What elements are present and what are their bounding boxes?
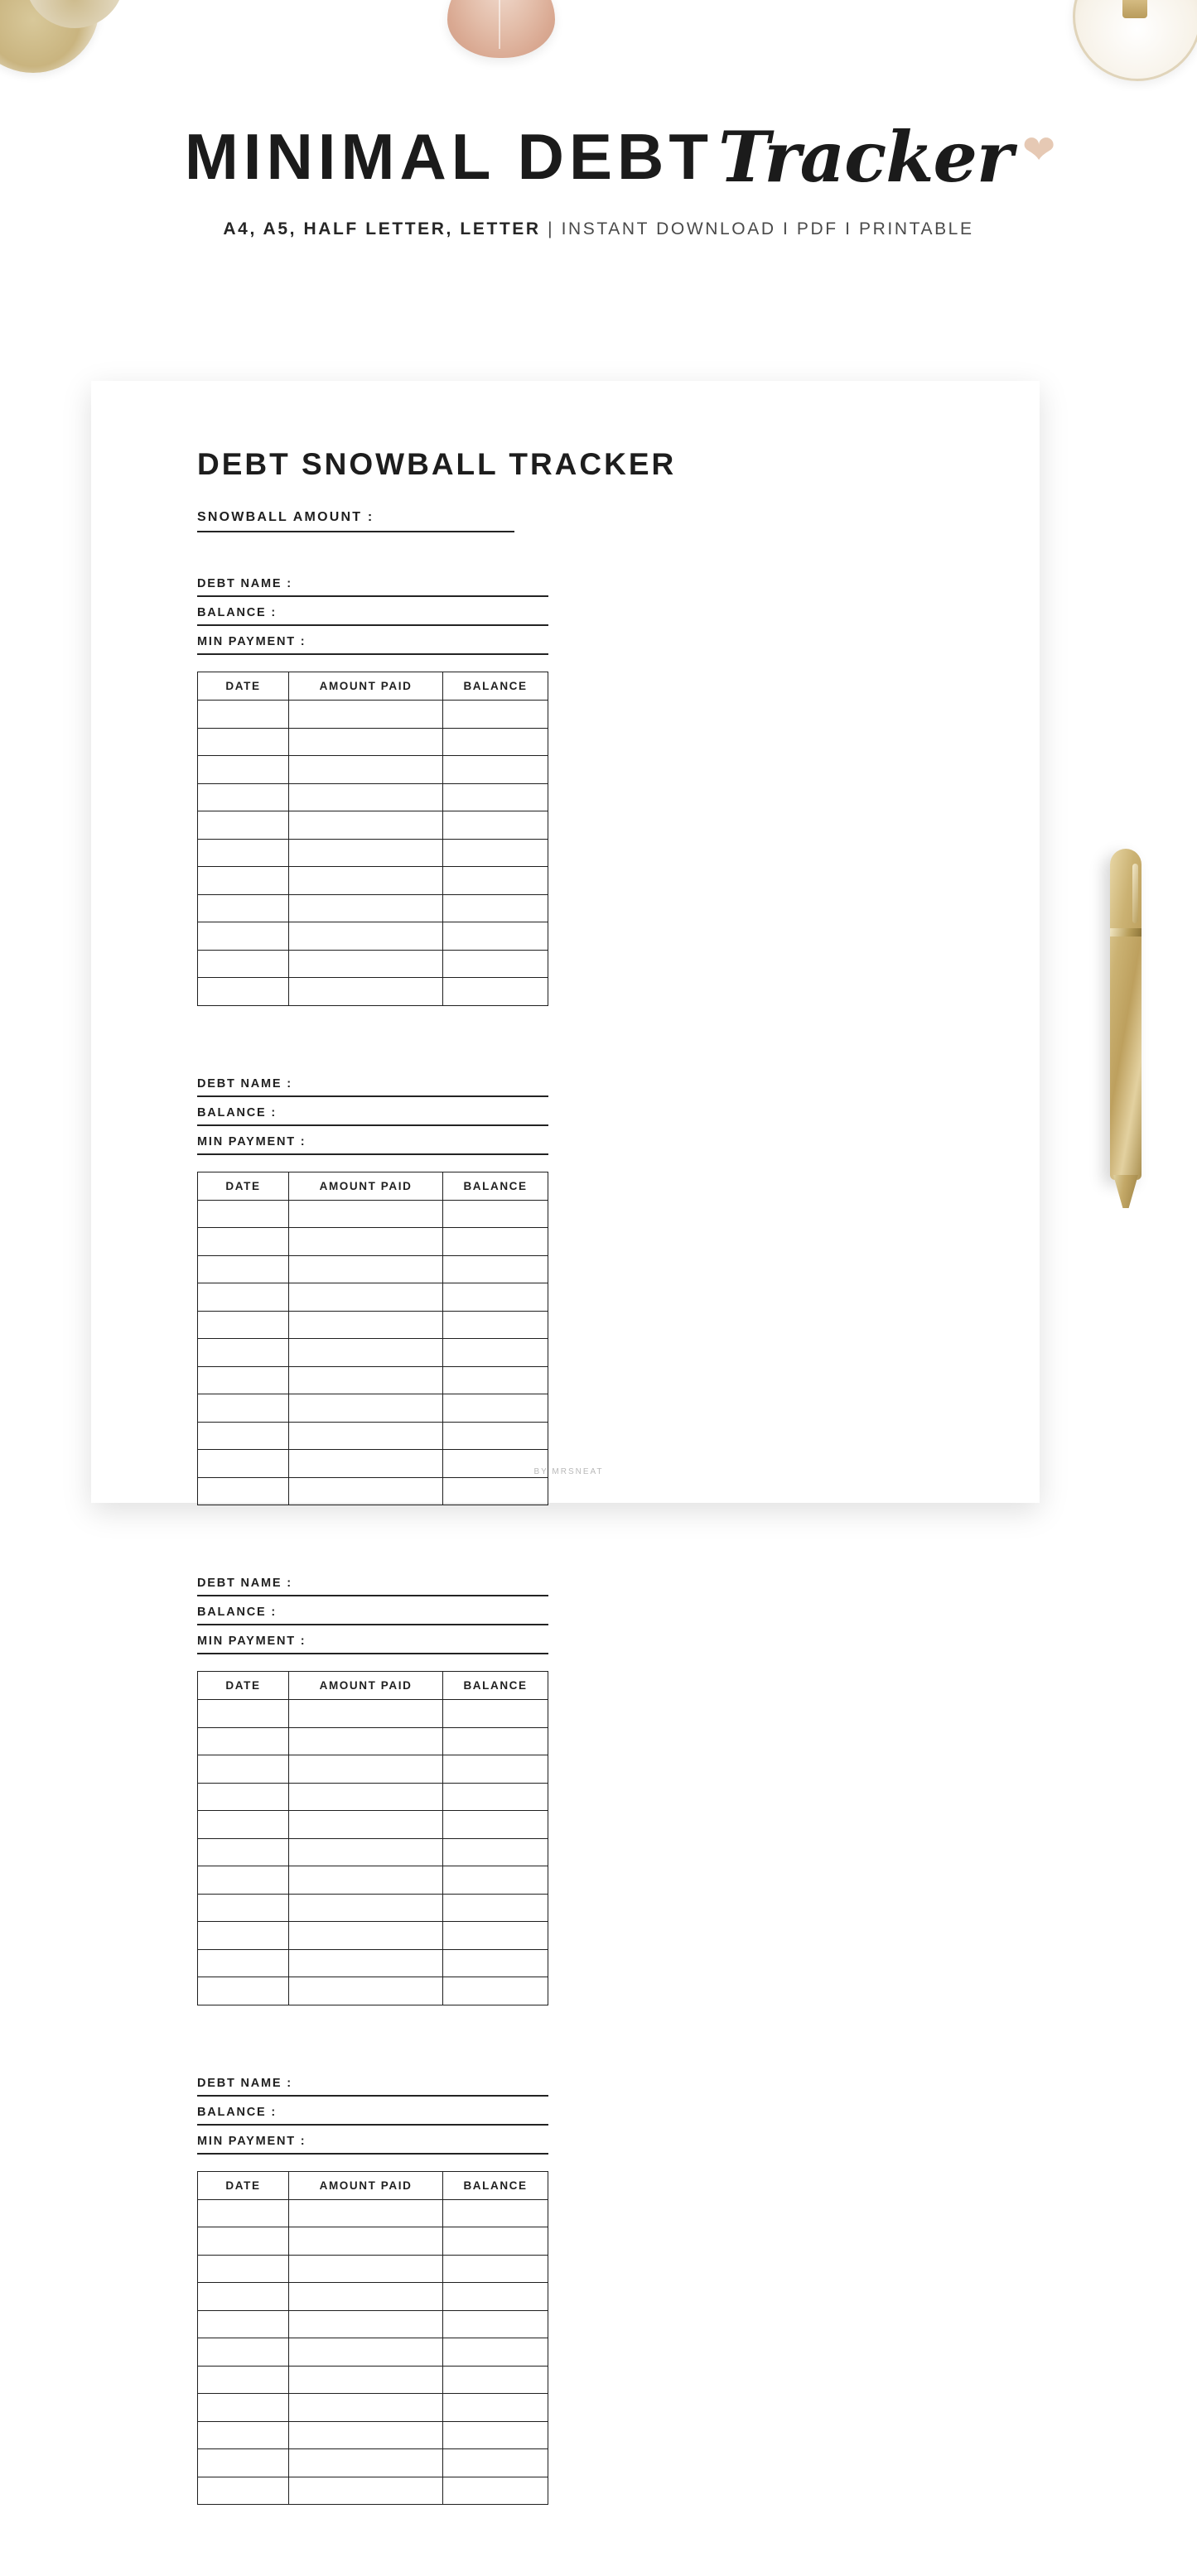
table-cell[interactable] xyxy=(443,867,548,895)
table-row xyxy=(198,978,548,1006)
table-row xyxy=(198,1866,548,1895)
page-subtitle xyxy=(0,219,1197,239)
table-cell[interactable] xyxy=(443,894,548,922)
table-cell[interactable] xyxy=(288,2338,442,2367)
debt-min-payment-label: MIN PAYMENT : xyxy=(197,635,306,648)
table-cell[interactable] xyxy=(288,756,442,784)
table-row xyxy=(198,1700,548,1728)
debt-balance-field[interactable] xyxy=(197,1606,548,1625)
subtitle-formats: A4, A5, HALF LETTER, LETTER xyxy=(223,219,541,238)
table-row xyxy=(198,1922,548,1950)
column-header-balance: BALANCE xyxy=(443,2171,548,2199)
table-cell[interactable] xyxy=(288,1755,442,1784)
table-cell[interactable] xyxy=(443,728,548,756)
table-cell[interactable] xyxy=(198,2310,289,2338)
pen-tip xyxy=(1113,1175,1138,1208)
debt-balance-label: BALANCE : xyxy=(197,606,277,619)
table-cell[interactable] xyxy=(198,2227,289,2256)
column-header-balance: BALANCE xyxy=(443,1172,548,1200)
table-cell[interactable] xyxy=(198,950,289,978)
table-cell[interactable] xyxy=(443,2255,548,2283)
table-cell[interactable] xyxy=(198,2477,289,2505)
page-title-block xyxy=(0,116,1197,239)
debt-min-payment-field[interactable] xyxy=(197,1135,548,1155)
table-cell[interactable] xyxy=(443,1339,548,1367)
table-cell[interactable] xyxy=(288,839,442,867)
table-cell[interactable] xyxy=(443,1866,548,1895)
table-cell[interactable] xyxy=(288,1477,442,1505)
table-cell[interactable] xyxy=(443,2199,548,2227)
debt-blocks-grid xyxy=(197,577,940,2576)
table-cell[interactable] xyxy=(198,1283,289,1312)
debt-block xyxy=(197,577,548,1006)
table-cell[interactable] xyxy=(198,894,289,922)
table-cell[interactable] xyxy=(288,783,442,811)
table-row xyxy=(198,2394,548,2422)
table-cell[interactable] xyxy=(198,2394,289,2422)
table-cell[interactable] xyxy=(443,2477,548,2505)
table-body xyxy=(198,1200,548,1505)
table-cell[interactable] xyxy=(198,1811,289,1839)
table-cell[interactable] xyxy=(288,2449,442,2477)
table-row xyxy=(198,839,548,867)
table-row xyxy=(198,1783,548,1811)
debt-min-payment-label: MIN PAYMENT : xyxy=(197,1134,306,1148)
table-cell[interactable] xyxy=(198,1894,289,1922)
snowball-amount-field[interactable] xyxy=(197,510,514,532)
table-row xyxy=(198,701,548,729)
table-cell[interactable] xyxy=(288,1283,442,1312)
debt-balance-field[interactable] xyxy=(197,1106,548,1126)
table-cell[interactable] xyxy=(443,1255,548,1283)
table-cell[interactable] xyxy=(198,1228,289,1256)
table-row xyxy=(198,2199,548,2227)
debt-min-payment-field[interactable] xyxy=(197,1635,548,1654)
table-row xyxy=(198,1755,548,1784)
table-row xyxy=(198,2449,548,2477)
table-header-row xyxy=(198,1172,548,1200)
table-cell[interactable] xyxy=(198,1700,289,1728)
sheet-footer-credit: BY MRSNEAT xyxy=(533,1467,604,1476)
table-cell[interactable] xyxy=(288,811,442,840)
table-row xyxy=(198,2255,548,2283)
title-script: Tracker xyxy=(718,116,1013,198)
table-cell[interactable] xyxy=(443,1783,548,1811)
table-cell[interactable] xyxy=(198,1755,289,1784)
table-cell[interactable] xyxy=(443,2394,548,2422)
table-row xyxy=(198,1977,548,2005)
debt-name-field[interactable] xyxy=(197,1077,548,1097)
table-cell[interactable] xyxy=(443,2283,548,2311)
table-row xyxy=(198,1477,548,1505)
table-cell[interactable] xyxy=(198,1394,289,1423)
debt-name-field[interactable] xyxy=(197,1577,548,1596)
table-row xyxy=(198,728,548,756)
table-cell[interactable] xyxy=(443,1366,548,1394)
table-cell[interactable] xyxy=(288,2366,442,2394)
table-cell[interactable] xyxy=(288,2255,442,2283)
debt-name-field[interactable] xyxy=(197,2077,548,2097)
debt-block xyxy=(197,1577,548,2005)
table-cell[interactable] xyxy=(443,811,548,840)
table-cell[interactable] xyxy=(443,783,548,811)
table-body xyxy=(198,701,548,1006)
debt-name-label: DEBT NAME : xyxy=(197,1577,292,1590)
table-row xyxy=(198,2477,548,2505)
table-cell[interactable] xyxy=(198,1838,289,1866)
table-row xyxy=(198,1283,548,1312)
table-row xyxy=(198,811,548,840)
table-cell[interactable] xyxy=(198,811,289,840)
table-row xyxy=(198,756,548,784)
table-cell[interactable] xyxy=(443,839,548,867)
table-cell[interactable] xyxy=(198,1727,289,1755)
column-header-date: DATE xyxy=(198,1172,289,1200)
table-cell[interactable] xyxy=(443,2227,548,2256)
table-cell[interactable] xyxy=(288,1811,442,1839)
table-cell[interactable] xyxy=(288,2283,442,2311)
table-row xyxy=(198,1727,548,1755)
table-cell[interactable] xyxy=(288,1949,442,1977)
table-cell[interactable] xyxy=(198,978,289,1006)
pen-band xyxy=(1110,928,1141,937)
table-cell[interactable] xyxy=(443,1811,548,1839)
column-header-date: DATE xyxy=(198,2171,289,2199)
table-cell[interactable] xyxy=(443,701,548,729)
table-row xyxy=(198,1894,548,1922)
table-cell[interactable] xyxy=(198,1255,289,1283)
table-cell[interactable] xyxy=(443,1700,548,1728)
table-cell[interactable] xyxy=(288,1200,442,1228)
debt-min-payment-label: MIN PAYMENT : xyxy=(197,2134,306,2148)
table-row xyxy=(198,1394,548,1423)
table-cell[interactable] xyxy=(443,1977,548,2005)
table-row xyxy=(198,2283,548,2311)
table-row xyxy=(198,2227,548,2256)
column-header-date: DATE xyxy=(198,1672,289,1700)
table-cell[interactable] xyxy=(443,1949,548,1977)
table-cell[interactable] xyxy=(443,1311,548,1339)
table-cell[interactable] xyxy=(288,2394,442,2422)
table-cell[interactable] xyxy=(198,2255,289,2283)
table-cell[interactable] xyxy=(288,1700,442,1728)
payment-table xyxy=(197,2171,548,2506)
table-body xyxy=(198,1700,548,2005)
debt-block xyxy=(197,1077,548,1506)
table-cell[interactable] xyxy=(443,756,548,784)
table-cell[interactable] xyxy=(288,1255,442,1283)
payment-table xyxy=(197,1172,548,1506)
table-cell[interactable] xyxy=(443,2310,548,2338)
table-row xyxy=(198,1949,548,1977)
table-row xyxy=(198,1366,548,1394)
debt-name-label: DEBT NAME : xyxy=(197,577,292,590)
table-cell[interactable] xyxy=(443,978,548,1006)
table-cell[interactable] xyxy=(198,1949,289,1977)
table-cell[interactable] xyxy=(288,1922,442,1950)
debt-min-payment-label: MIN PAYMENT : xyxy=(197,1635,306,1648)
table-cell[interactable] xyxy=(443,922,548,951)
table-cell[interactable] xyxy=(198,867,289,895)
table-cell[interactable] xyxy=(288,1366,442,1394)
table-row xyxy=(198,1811,548,1839)
snowball-amount-label: SNOWBALL AMOUNT : xyxy=(197,510,374,524)
table-cell[interactable] xyxy=(443,1283,548,1312)
column-header-date: DATE xyxy=(198,672,289,701)
table-cell[interactable] xyxy=(443,1477,548,1505)
table-row xyxy=(198,1422,548,1450)
debt-name-label: DEBT NAME : xyxy=(197,1076,292,1091)
table-cell[interactable] xyxy=(198,2283,289,2311)
table-row xyxy=(198,1228,548,1256)
heart-icon: ❤ xyxy=(1021,128,1056,172)
title-main: MINIMAL DEBT xyxy=(184,120,714,193)
table-cell[interactable] xyxy=(443,2338,548,2367)
table-cell[interactable] xyxy=(198,1977,289,2005)
table-cell[interactable] xyxy=(443,2449,548,2477)
title-line xyxy=(184,116,1056,198)
table-cell[interactable] xyxy=(288,1339,442,1367)
table-cell[interactable] xyxy=(198,1477,289,1505)
table-cell[interactable] xyxy=(198,922,289,951)
table-cell[interactable] xyxy=(198,2199,289,2227)
table-cell[interactable] xyxy=(198,783,289,811)
table-row xyxy=(198,2366,548,2394)
table-cell[interactable] xyxy=(198,728,289,756)
debt-name-field[interactable] xyxy=(197,577,548,597)
table-cell[interactable] xyxy=(288,922,442,951)
debt-balance-label: BALANCE : xyxy=(197,1105,277,1119)
table-row xyxy=(198,783,548,811)
table-cell[interactable] xyxy=(443,1394,548,1423)
table-cell[interactable] xyxy=(288,1838,442,1866)
table-cell[interactable] xyxy=(288,2199,442,2227)
table-cell[interactable] xyxy=(288,867,442,895)
debt-balance-field[interactable] xyxy=(197,606,548,626)
table-cell[interactable] xyxy=(443,1228,548,1256)
table-cell[interactable] xyxy=(443,1200,548,1228)
table-cell[interactable] xyxy=(198,1339,289,1367)
debt-balance-label: BALANCE : xyxy=(197,2105,277,2119)
table-cell[interactable] xyxy=(288,701,442,729)
table-cell[interactable] xyxy=(288,1894,442,1922)
column-header-amount-paid: AMOUNT PAID xyxy=(288,1172,442,1200)
table-cell[interactable] xyxy=(288,894,442,922)
table-cell[interactable] xyxy=(198,1366,289,1394)
table-cell[interactable] xyxy=(443,1727,548,1755)
table-cell[interactable] xyxy=(198,756,289,784)
column-header-balance: BALANCE xyxy=(443,672,548,701)
table-cell[interactable] xyxy=(288,1394,442,1423)
table-cell[interactable] xyxy=(288,1422,442,1450)
pen-icon xyxy=(1110,849,1141,1180)
table-cell[interactable] xyxy=(198,1422,289,1450)
table-cell[interactable] xyxy=(443,1838,548,1866)
table-header-row xyxy=(198,672,548,701)
table-row xyxy=(198,950,548,978)
table-cell[interactable] xyxy=(198,2338,289,2367)
debt-balance-label: BALANCE : xyxy=(197,1606,277,1619)
table-cell[interactable] xyxy=(198,2449,289,2477)
table-header-row xyxy=(198,1672,548,1700)
table-cell[interactable] xyxy=(198,1783,289,1811)
table-cell[interactable] xyxy=(288,2310,442,2338)
table-cell[interactable] xyxy=(288,1783,442,1811)
table-row xyxy=(198,2338,548,2367)
table-cell[interactable] xyxy=(288,1977,442,2005)
column-header-amount-paid: AMOUNT PAID xyxy=(288,1672,442,1700)
table-cell[interactable] xyxy=(288,1727,442,1755)
table-cell[interactable] xyxy=(288,978,442,1006)
table-row xyxy=(198,1311,548,1339)
table-cell[interactable] xyxy=(288,1866,442,1895)
table-cell[interactable] xyxy=(443,950,548,978)
table-cell[interactable] xyxy=(288,950,442,978)
table-cell[interactable] xyxy=(198,1922,289,1950)
pumpkin-icon xyxy=(447,0,555,58)
column-header-amount-paid: AMOUNT PAID xyxy=(288,2171,442,2199)
table-cell[interactable] xyxy=(443,1422,548,1450)
table-row xyxy=(198,1339,548,1367)
table-cell[interactable] xyxy=(288,1311,442,1339)
table-cell[interactable] xyxy=(288,728,442,756)
table-cell[interactable] xyxy=(288,2477,442,2505)
printable-sheet xyxy=(91,381,1040,2192)
table-row xyxy=(198,922,548,951)
column-header-balance: BALANCE xyxy=(443,1672,548,1700)
decorative-top-band xyxy=(0,0,1197,91)
table-cell[interactable] xyxy=(198,2366,289,2394)
pen-clip xyxy=(1132,864,1138,923)
table-cell[interactable] xyxy=(443,1922,548,1950)
table-row xyxy=(198,894,548,922)
table-cell[interactable] xyxy=(198,839,289,867)
payment-table xyxy=(197,1671,548,2005)
table-cell[interactable] xyxy=(288,1228,442,1256)
table-cell[interactable] xyxy=(443,2366,548,2394)
sheet-title: DEBT SNOWBALL TRACKER xyxy=(197,447,677,481)
table-row xyxy=(198,1255,548,1283)
table-cell[interactable] xyxy=(443,1755,548,1784)
table-body xyxy=(198,2199,548,2505)
debt-min-payment-field[interactable] xyxy=(197,2135,548,2155)
table-row xyxy=(198,2421,548,2449)
table-row xyxy=(198,2310,548,2338)
table-row xyxy=(198,1838,548,1866)
table-cell[interactable] xyxy=(288,2227,442,2256)
debt-name-label: DEBT NAME : xyxy=(197,2076,292,2090)
payment-table xyxy=(197,672,548,1006)
table-cell[interactable] xyxy=(288,2421,442,2449)
table-cell[interactable] xyxy=(198,1200,289,1228)
debt-min-payment-field[interactable] xyxy=(197,635,548,655)
subtitle-details: | INSTANT DOWNLOAD I PDF I PRINTABLE xyxy=(540,219,974,238)
table-cell[interactable] xyxy=(198,2421,289,2449)
table-cell[interactable] xyxy=(443,1894,548,1922)
debt-block xyxy=(197,2077,548,2506)
table-header-row xyxy=(198,2171,548,2199)
sheet-content xyxy=(197,447,940,2192)
clock-knob-icon xyxy=(1122,0,1147,18)
table-cell[interactable] xyxy=(443,2421,548,2449)
column-header-amount-paid: AMOUNT PAID xyxy=(288,672,442,701)
table-cell[interactable] xyxy=(198,1311,289,1339)
table-row xyxy=(198,1200,548,1228)
table-cell[interactable] xyxy=(198,1866,289,1895)
table-cell[interactable] xyxy=(198,701,289,729)
debt-balance-field[interactable] xyxy=(197,2106,548,2126)
table-row xyxy=(198,867,548,895)
